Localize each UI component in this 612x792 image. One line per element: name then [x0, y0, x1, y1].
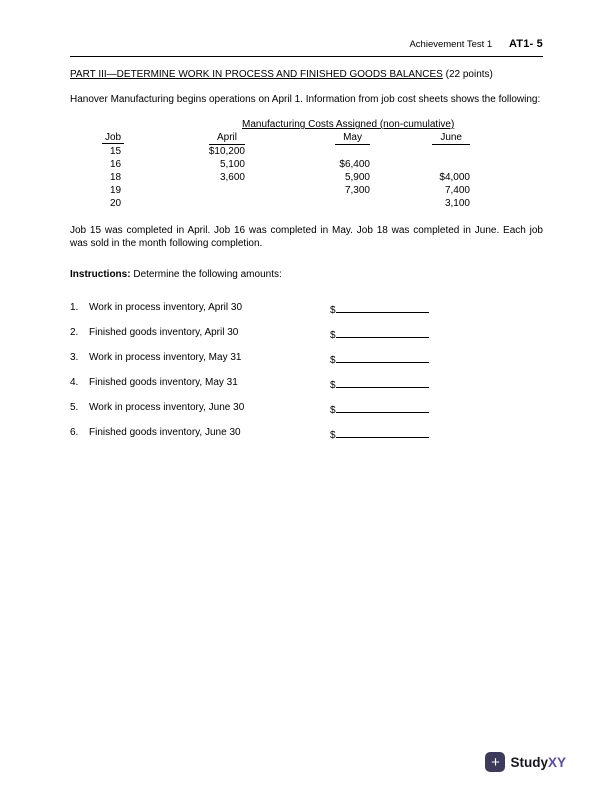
plus-icon: +	[485, 752, 505, 772]
answer-field[interactable]	[330, 426, 429, 442]
question-item	[70, 351, 543, 364]
question-label: Work in process inventory, June 30	[89, 402, 245, 413]
table-title: Manufacturing Costs Assigned (non-cumulative)	[242, 119, 455, 130]
cell-april: $10,200	[208, 146, 245, 157]
question-item	[70, 326, 543, 339]
cell-april: 3,600	[219, 172, 245, 183]
question-label: Finished goods inventory, April 30	[89, 327, 239, 338]
question-number: 6.	[70, 427, 79, 438]
table-row	[70, 197, 543, 210]
cell-may	[245, 197, 370, 210]
dollar-sign: $	[330, 380, 336, 391]
answer-blank-line[interactable]	[336, 326, 429, 338]
instructions-label: Instructions:	[70, 269, 131, 280]
question-number: 1.	[70, 302, 79, 313]
question-label: Finished goods inventory, June 30	[89, 427, 241, 438]
table-row	[70, 171, 543, 184]
question-item	[70, 301, 543, 314]
cell-june: $4,000	[439, 172, 470, 183]
question-label: Work in process inventory, April 30	[89, 302, 243, 313]
answer-blank-line[interactable]	[336, 426, 429, 438]
header-page-code: AT1- 5	[508, 38, 543, 50]
cell-job: 15	[110, 146, 122, 157]
part-title	[70, 68, 543, 81]
question-number: 4.	[70, 377, 79, 388]
completion-paragraph: Job 15 was completed in April. Job 16 was completed in May. Job 18 was completed in June. Each job was sold in the month following completion.	[70, 225, 543, 249]
question-list	[70, 301, 543, 439]
table-row	[70, 158, 543, 171]
cell-june: 7,400	[444, 185, 470, 196]
cell-may: 7,300	[344, 185, 370, 196]
cell-job: 18	[110, 172, 122, 183]
cell-april	[150, 197, 245, 210]
question-number: 5.	[70, 402, 79, 413]
table-row	[70, 145, 543, 158]
question-label: Finished goods inventory, May 31	[89, 377, 238, 388]
dollar-sign: $	[330, 430, 336, 441]
cost-table	[70, 118, 543, 210]
header-test-label: Achievement Test 1	[409, 39, 493, 50]
page-header	[70, 0, 543, 57]
dollar-sign: $	[330, 355, 336, 366]
col-header-job: Job	[102, 132, 124, 144]
answer-field[interactable]	[330, 326, 429, 342]
cell-may	[245, 145, 370, 158]
question-item	[70, 376, 543, 389]
logo-text-xy: XY	[547, 754, 566, 770]
answer-field[interactable]	[330, 376, 429, 392]
part-points: (22 points)	[442, 69, 493, 80]
dollar-sign: $	[330, 305, 336, 316]
cell-job: 20	[110, 198, 122, 209]
cell-may: $6,400	[339, 159, 370, 170]
table-row	[70, 184, 543, 197]
dollar-sign: $	[330, 330, 336, 341]
instructions-line	[70, 268, 543, 281]
answer-blank-line[interactable]	[336, 401, 429, 413]
answer-field[interactable]	[330, 351, 429, 367]
logo-text-study: Study	[510, 754, 548, 770]
col-header-april: April	[209, 131, 245, 145]
question-number: 3.	[70, 352, 79, 363]
cell-job: 19	[110, 185, 122, 196]
part-title-text: PART III—DETERMINE WORK IN PROCESS AND FINISHED GOODS BALANCES	[70, 69, 443, 80]
cell-june	[370, 158, 470, 171]
cell-job: 16	[110, 159, 122, 170]
question-item	[70, 426, 543, 439]
cell-june	[370, 145, 470, 158]
answer-blank-line[interactable]	[336, 301, 429, 313]
answer-blank-line[interactable]	[336, 351, 429, 363]
cell-april	[150, 184, 245, 197]
cell-april: 5,100	[219, 159, 245, 170]
instructions-text: Determine the following amounts:	[130, 269, 282, 280]
cell-june: 3,100	[444, 198, 470, 209]
col-header-june: June	[432, 131, 470, 145]
answer-field[interactable]	[330, 301, 429, 317]
intro-paragraph: Hanover Manufacturing begins operations on April 1. Information from job cost sheets shows the following:	[70, 94, 541, 105]
cell-may: 5,900	[344, 172, 370, 183]
col-header-may: May	[335, 131, 370, 145]
studyxy-logo	[485, 752, 566, 772]
question-label: Work in process inventory, May 31	[89, 352, 242, 363]
dollar-sign: $	[330, 405, 336, 416]
answer-blank-line[interactable]	[336, 376, 429, 388]
question-item	[70, 401, 543, 414]
page-content	[70, 0, 543, 451]
table-header-row	[70, 131, 543, 145]
answer-field[interactable]	[330, 401, 429, 417]
question-number: 2.	[70, 327, 79, 338]
